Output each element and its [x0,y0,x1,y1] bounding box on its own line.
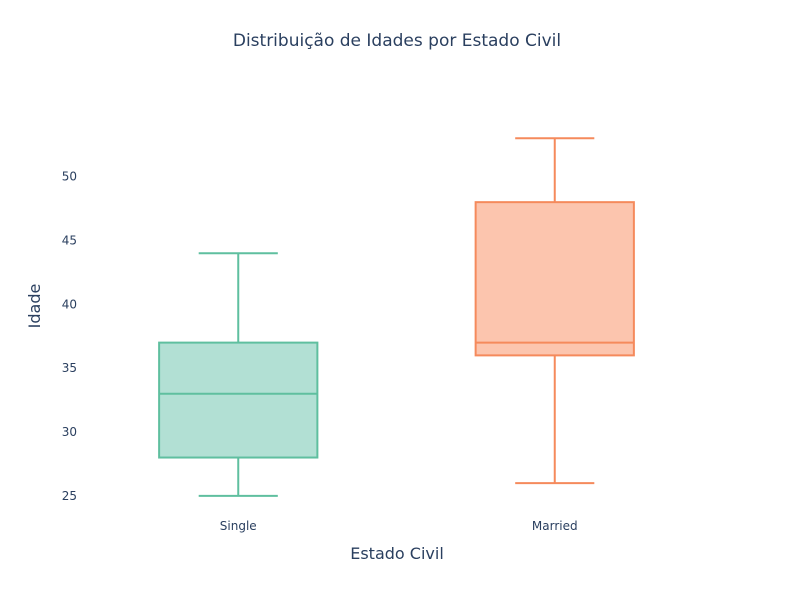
iqr-box [159,343,317,458]
y-tick-label: 30 [61,425,77,439]
y-axis-ticks [62,170,77,503]
chart-title: Distribuição de Idades por Estado Civil [232,31,562,51]
x-tick-label: Single [219,519,257,533]
y-axis-title: Idade [25,283,44,329]
y-tick-label: 25 [61,488,77,503]
y-tick-label: 40 [61,297,77,312]
iqr-box [476,202,634,355]
box-married [476,138,634,483]
x-tick-label: Married [531,519,578,533]
y-tick-label: 50 [61,169,77,184]
x-axis-ticks [220,519,578,533]
x-axis-title: Estado Civil [350,544,444,563]
box-single [159,253,317,496]
y-tick-label: 45 [61,233,77,248]
box-series [159,138,634,496]
y-tick-label: 35 [61,361,77,376]
